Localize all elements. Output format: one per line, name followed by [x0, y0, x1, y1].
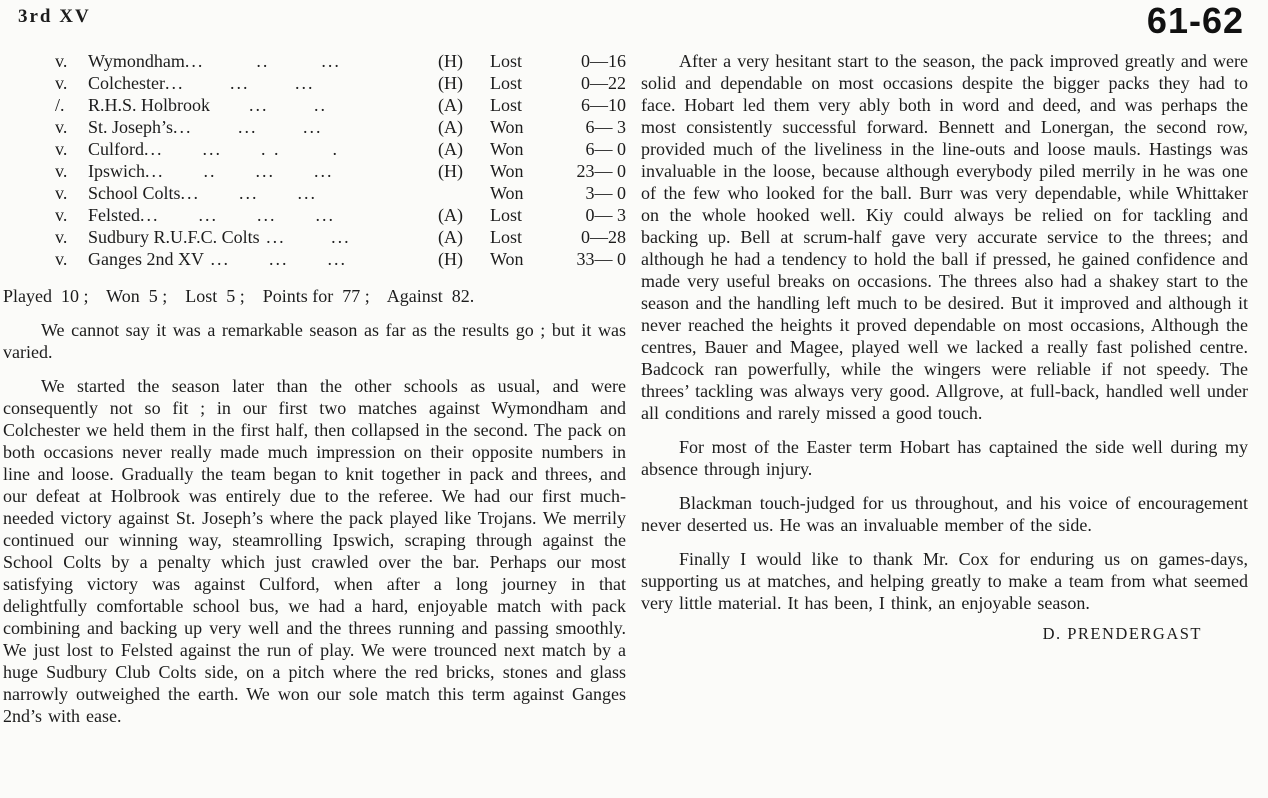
score: 6—10: [581, 95, 626, 115]
leader-dots: ... .. ... ...: [145, 161, 334, 181]
versus-prefix: v.: [55, 117, 68, 137]
left-column: [3, 50, 626, 727]
team-name: [88, 50, 438, 72]
page-title: 3rd XV: [18, 6, 91, 27]
team-name: [88, 138, 438, 160]
team-name: [88, 116, 438, 138]
versus-prefix: v.: [55, 73, 68, 93]
paragraph: Blackman touch-judged for us throughout, and his voice of encouragement never deserted us. He was an invaluable member of the side.: [641, 493, 1248, 535]
versus-prefix: v.: [55, 205, 68, 225]
table-row: [55, 94, 626, 116]
paragraph: Finally I would like to thank Mr. Cox for enduring us on games-days, supporting us at matches, and helping greatly to make a team from what seemed very little material. It has been, I think, an enjoyable season.: [641, 549, 1248, 613]
result: Won: [490, 183, 524, 203]
venue: (A): [438, 227, 463, 247]
result: Lost: [490, 95, 523, 115]
leader-dots: ... ... ...: [180, 183, 318, 203]
team-name-text: Culford: [88, 139, 144, 159]
score: 6— 3: [585, 117, 626, 137]
team-name-text: Wymondham: [88, 51, 185, 71]
versus-prefix: v.: [55, 139, 68, 159]
venue: [438, 182, 490, 204]
venue: (A): [438, 117, 463, 137]
venue: (H): [438, 51, 463, 71]
team-name: [88, 182, 438, 204]
team-name-text: Ipswich: [88, 161, 145, 181]
team-name: [88, 160, 438, 182]
venue: (A): [438, 95, 463, 115]
table-row: [55, 160, 626, 182]
score: 0—28: [581, 227, 626, 247]
leader-dots: ... ... ...: [203, 249, 347, 269]
team-name-text: Felsted: [88, 205, 140, 225]
venue: (H): [438, 249, 463, 269]
versus-prefix: v.: [55, 227, 68, 247]
team-name-text: Colchester: [88, 73, 165, 93]
right-column: [641, 50, 1248, 644]
leader-dots: ... ... ... ...: [140, 205, 335, 225]
team-name-text: Sudbury R.U.F.C. Colts: [88, 227, 260, 247]
score: 0—16: [581, 51, 626, 71]
result: Lost: [490, 73, 523, 93]
result: Won: [490, 249, 524, 269]
leader-dots: ... ... . . .: [144, 139, 339, 159]
team-name: [88, 248, 438, 270]
table-row: [55, 248, 626, 270]
leader-dots: ... ..: [210, 95, 328, 115]
table-row: [55, 72, 626, 94]
team-name-text: St. Joseph’s: [88, 117, 174, 137]
paragraph: We cannot say it was a remarkable season as far as the results go ; but it was varied.: [3, 320, 626, 362]
result: Won: [490, 161, 524, 181]
score: 23— 0: [576, 161, 626, 181]
results-table: [55, 50, 626, 270]
versus-prefix: v.: [55, 161, 68, 181]
team-name-text: School Colts: [88, 183, 181, 203]
venue: (H): [438, 161, 463, 181]
result: Lost: [490, 51, 523, 71]
paragraph: For most of the Easter term Hobart has captained the side well during my absence through injury.: [641, 437, 1248, 479]
team-name-text: R.H.S. Holbrook: [88, 95, 211, 115]
venue: (A): [438, 139, 463, 159]
team-name: [88, 226, 438, 248]
versus-prefix: v.: [55, 51, 68, 71]
season-summary: Played 10 ; Won 5 ; Lost 5 ; Points for 77 ; Against 82.: [3, 286, 475, 306]
venue: (A): [438, 205, 463, 225]
score: 0—22: [581, 73, 626, 93]
table-row: [55, 226, 626, 248]
result: Won: [490, 139, 524, 159]
result: Won: [490, 117, 524, 137]
leader-dots: ... .. ...: [184, 51, 341, 71]
team-name: [88, 72, 438, 94]
leader-dots: ... ... ...: [164, 73, 315, 93]
venue: (H): [438, 73, 463, 93]
leader-dots: ... ...: [259, 227, 351, 247]
result: Lost: [490, 205, 523, 225]
author-signature: D. PRENDERGAST: [1042, 624, 1202, 643]
table-row: [55, 116, 626, 138]
result: Lost: [490, 227, 523, 247]
score: 33— 0: [576, 249, 626, 269]
score: 0— 3: [585, 205, 626, 225]
versus-prefix: /.: [55, 95, 65, 115]
table-row: [55, 138, 626, 160]
leader-dots: ... ... ...: [173, 117, 323, 137]
paragraph: We started the season later than the other schools as usual, and were consequently not so fit ; in our first two matches against Wymondham and Colchester we held them in the first half, then collapsed in the second. The pack on both occasions never really made much impression on their opposite numbers in line and loose. Gradually the team began to knit together in pack and threes, and our defeat at Holbrook was entirely due to the referee. We had our first much-needed victory against St. Joseph’s where the pack played like Trojans. We merrily continued our winning way, steamrolling Ipswich, scraping through against the School Colts by a penalty which just crawled over the bar. Perhaps our most satisfying victory was against Culford, when after a long journey in that delightfully comfortable school bus, we had a hard, enjoyable match with pack combining and backing up very well and the threes running and passing smoothly. We just lost to Felsted against the run of play. We were trounced next match by a huge Sudbury Club Colts side, on a pitch where the red bricks, stones and glass narrowly outweighed the earth. We won our sole match this term against Ganges 2nd’s with ease.: [3, 376, 626, 726]
team-name-text: Ganges 2nd XV: [88, 249, 204, 269]
year-label: 61-62: [1146, 0, 1244, 41]
team-name: [88, 94, 438, 116]
score: 6— 0: [585, 139, 626, 159]
versus-prefix: v.: [55, 249, 68, 269]
table-row: [55, 204, 626, 226]
table-row: [55, 50, 626, 72]
versus-prefix: v.: [55, 183, 68, 203]
paragraph: After a very hesitant start to the season, the pack improved greatly and were solid and dependable on most occasions despite the bigger packs they had to face. Hobart led them very ably both in word and deed, and was perhaps the most consistently successful forward. Bennett and Lonergan, the second row, provided much of the liveliness in the line-outs and loose mauls. Hastings was invaluable in the loose, because although everybody piled merrily in he was one of the few who looked for the ball. Burr was very dependable, while Whittaker on the whole hooked well. Kiy could always be relied on for tackling and backing up. Bell at scrum-half gave very accurate service to the threes; and although he had a tendency to hold the ball if pressed, he gained confidence and made very useful breaks on occasions. The threes also had a shakey start to the season and the handling left much to be desired. But it improved and although it never reached the heights it proved dependable on most occasions, Although the centres, Bauer and Magee, played well we lacked a really fast polished centre. Badcock ran powerfully, while the wingers were reliable if not speedy. The threes’ tackling was always very good. Allgrove, at full-back, handled well under all conditions and rarely missed a good touch.: [641, 51, 1248, 423]
table-row: [55, 182, 626, 204]
score: 3— 0: [585, 183, 626, 203]
team-name: [88, 204, 438, 226]
